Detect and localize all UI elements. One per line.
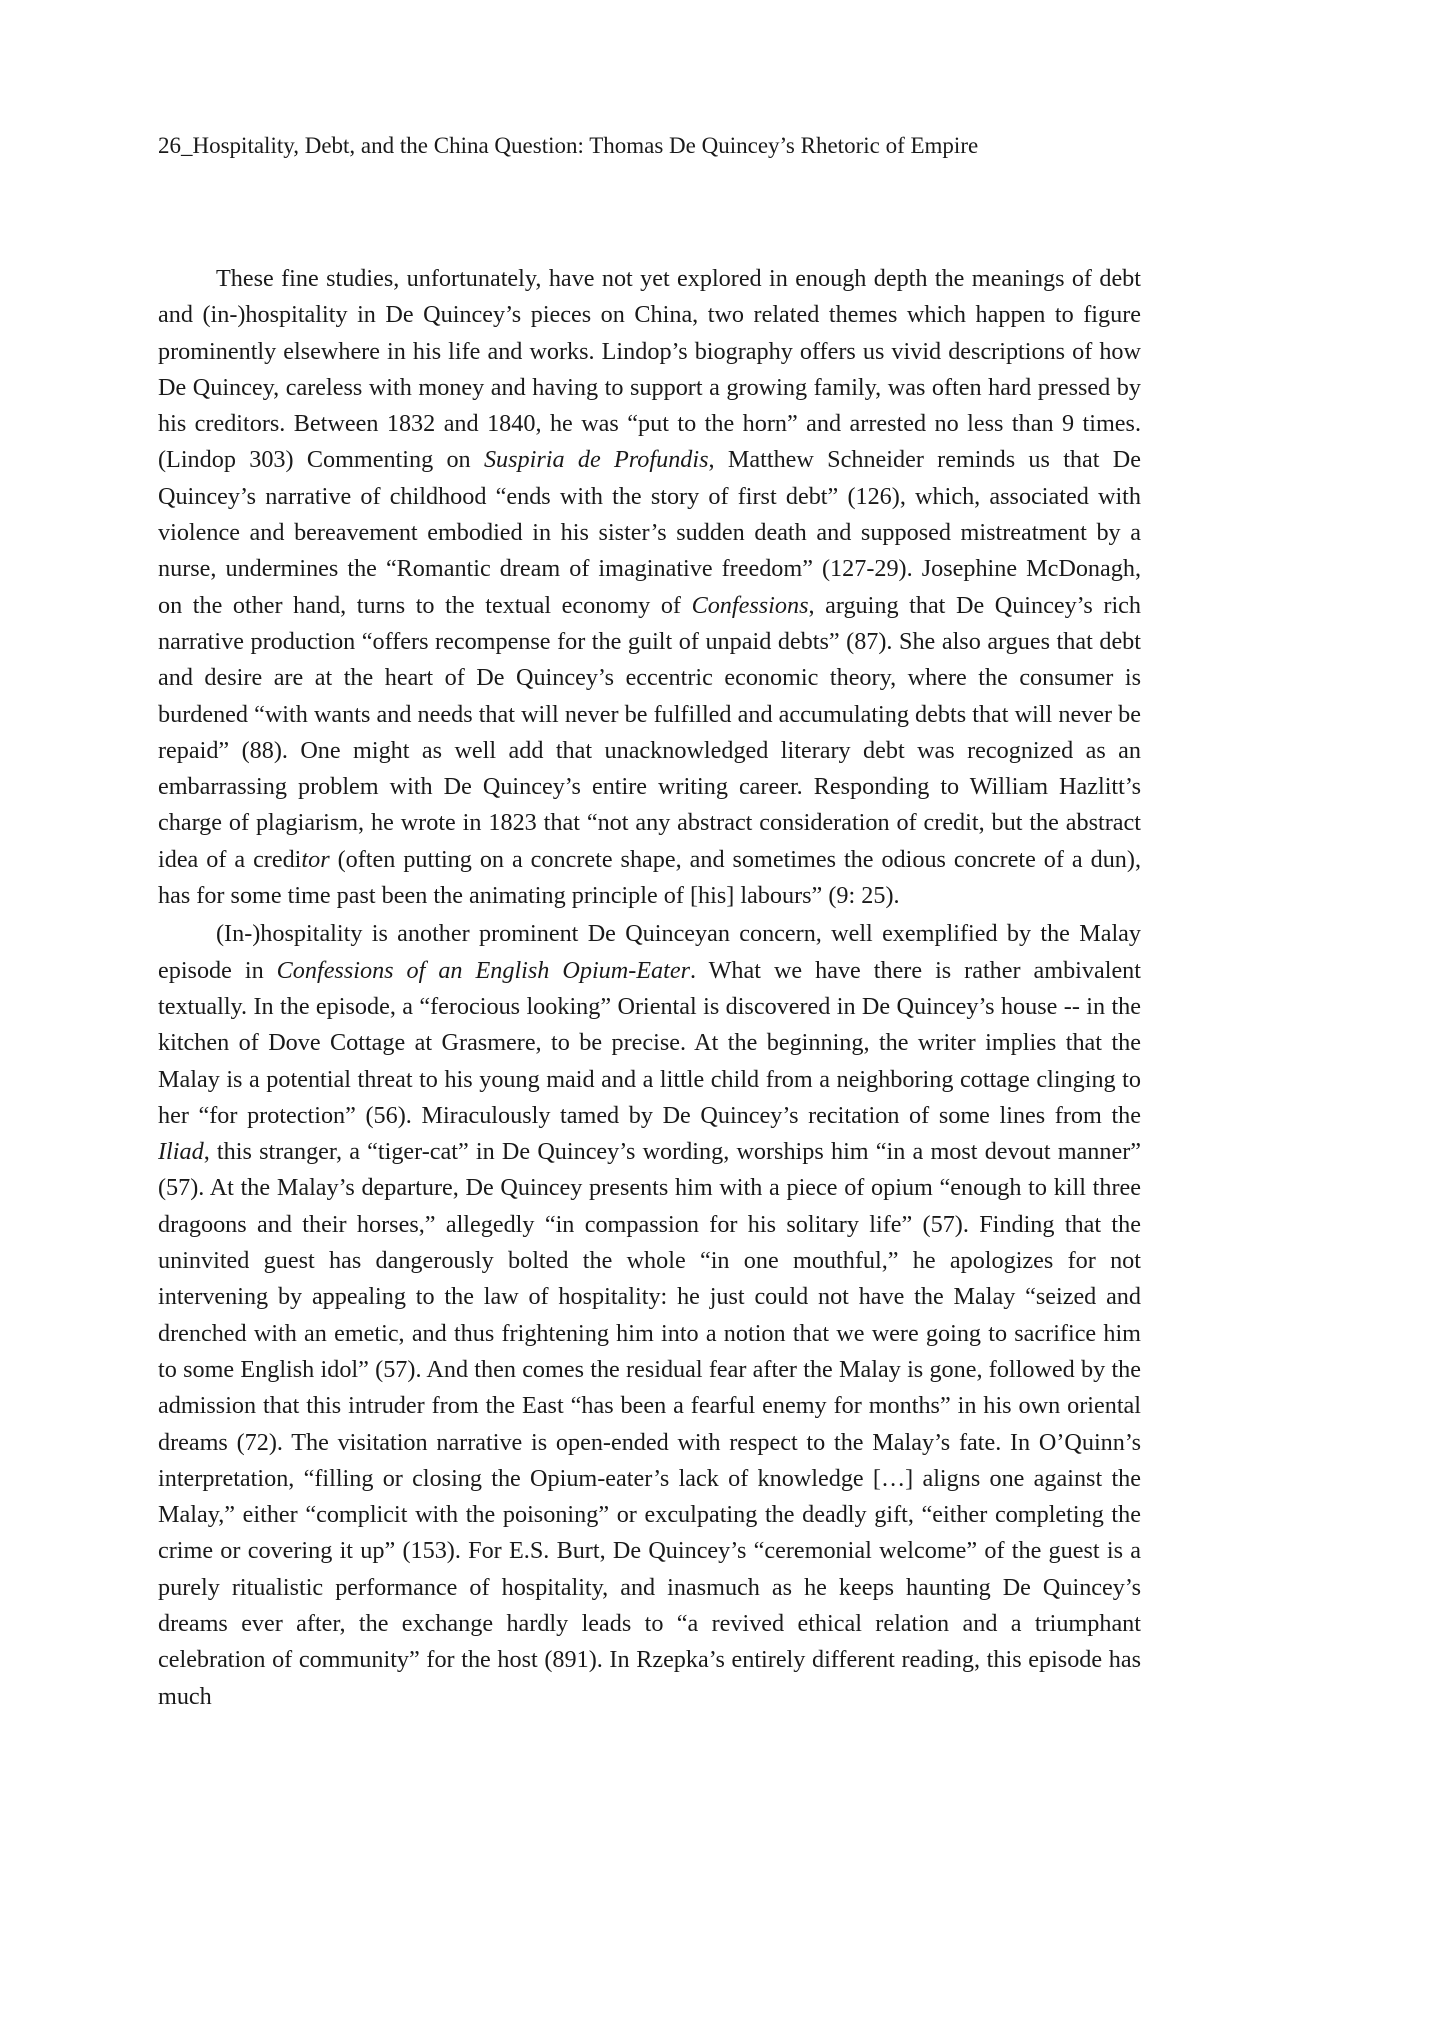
title-confessions-opium-eater: Confessions of an English Opium-Eater <box>276 956 691 984</box>
paragraph-2-text: . What we have there is rather ambivalent textually. In the episode, a “ferocious looking” Oriental is discovered in De Quincey’s house -- in the kitchen of Dove Cottage at Grasmere, to be precise. At the beginning, the writer implies that the Malay is a potential threat to his young maid and a little child from a neighboring cottage clinging to her “for protection” (56). Miraculously tamed by De Quincey’s recitation of some lines from the <box>158 956 1141 1129</box>
emphasis-tor: tor <box>301 845 330 873</box>
paragraph-1-text: , Matthew Schneider reminds us that De Quincey’s narrative of childhood “ends with the story of first debt” (126), which, associated with violence and bereavement embodied in his sister’s sudden death and supposed mistreatment by a nurse, undermines the “Romantic dream of imaginative freedom” (127-29). Josephine McDonagh, on the other hand, turns to the textual economy of <box>158 446 1141 619</box>
title-confessions: Confessions <box>691 591 809 619</box>
paragraph-1-text: These fine studies, unfortunately, have not yet explored in enough depth the meanings of debt and (in-)hospitality in De Quincey’s pieces on China, two related themes which happen to figure prominently elsewhere in his life and works. Lindop’s biography offers us vivid descriptions of how De Quincey, careless with money and having to support a growing family, was often hard pressed by his creditors. Between 1832 and 1840, he was “put to the horn” and arrested no less than 9 times. (Lindop 303) Commenting on <box>158 265 1141 474</box>
running-head: 26_Hospitality, Debt, and the China Question: Thomas De Quincey’s Rhetoric of Empire <box>158 133 979 158</box>
body-text <box>158 261 1141 1955</box>
paragraph-2 <box>158 916 1141 1715</box>
title-suspiria: Suspiria de Profundis <box>483 446 709 474</box>
text-column <box>158 261 1141 1955</box>
paragraph-1-text: (often putting on a concrete shape, and sometimes the odious concrete of a dun), has for some time past been the animating principle of [his] labours” (9: 25). <box>158 845 1141 910</box>
paragraph-1 <box>158 261 1141 914</box>
title-iliad: Iliad <box>158 1138 204 1166</box>
paragraph-2-text: (In-)hospitality is another prominent De Quinceyan concern, well exemplified by the Malay episode in <box>158 920 1141 984</box>
paragraph-2-text: , this stranger, a “tiger-cat” in De Quincey’s wording, worships him “in a most devout manner” (57). At the Malay’s departure, De Quincey presents him with a piece of opium “enough to kill three dragoons and their horses,” allegedly “in compassion for his solitary life” (57). Finding that the uninvited guest has dangerously bolted the whole “in one mouthful,” he apologizes for not intervening by appealing to the law of hospitality: he just could not have the Malay “seized and drenched with an emetic, and thus frightening him into a notion that we were going to sacrifice him to some English idol” (57). And then comes the residual fear after the Malay is gone, followed by the admission that this intruder from the East “has been a fearful enemy for months” in his own oriental dreams (72). The visitation narrative is open-ended with respect to the Malay’s fate. In O’Quinn’s interpretation, “filling or closing the Opium-eater’s lack of knowledge […] aligns one against the Malay,” either “complicit with the poisoning” or exculpating the deadly gift, “either completing the crime or covering it up” (153). For E.S. Burt, De Quincey’s “ceremonial welcome” of the guest is a purely ritualistic performance of hospitality, and inasmuch as he keeps haunting De Quincey’s dreams ever after, the exchange hardly leads to “a revived ethical relation and a triumphant celebration of community” for the host (891). In Rzepka’s entirely different reading, this episode has much <box>158 1138 1141 1710</box>
paragraph-1-text: , arguing that De Quincey’s rich narrative production “offers recompense for the guilt of unpaid debts” (87). She also argues that debt and desire are at the heart of De Quincey’s eccentric economic theory, where the consumer is burdened “with wants and needs that will never be fulfilled and accumulating debts that will never be repaid” (88). One might as well add that unacknowledged literary debt was recognized as an embarrassing problem with De Quincey’s entire writing career. Responding to William Hazlitt’s charge of plagiarism, he wrote in 1823 that “not any abstract consideration of credit, but the abstract idea of a credi <box>158 591 1141 873</box>
